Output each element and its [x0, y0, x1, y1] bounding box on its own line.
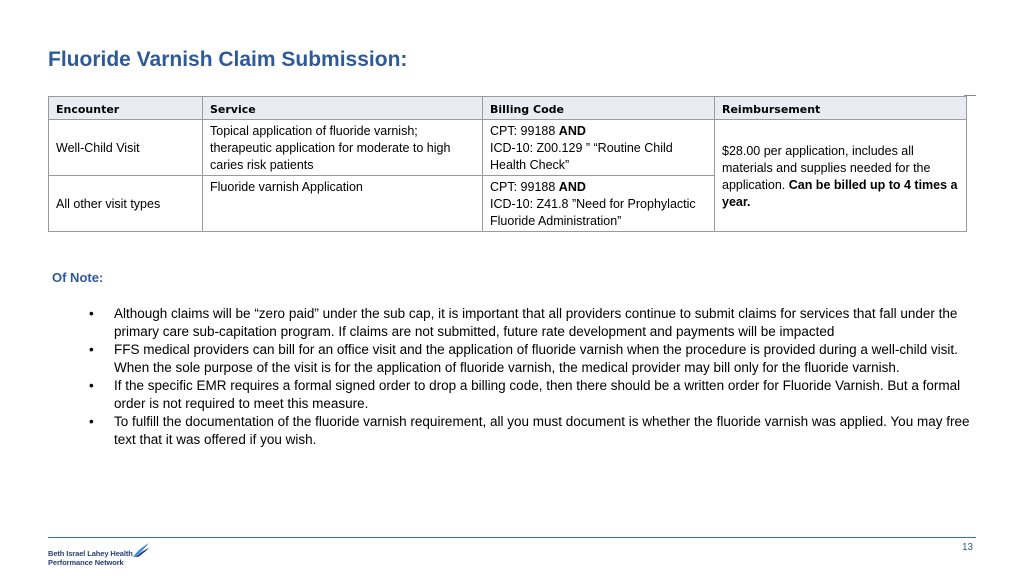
- icd-code: ICD-10: Z00.129 ” “Routine Child Health Check”: [490, 141, 673, 172]
- bullet: •: [89, 378, 94, 393]
- slide-title: Fluoride Varnish Claim Submission:: [48, 48, 408, 71]
- notes-list: [0, 305, 975, 449]
- reimbursement-cell: [715, 120, 967, 232]
- bullet: •: [89, 342, 94, 357]
- cpt-code: CPT: 99188: [490, 124, 559, 138]
- and-label: AND: [558, 180, 586, 194]
- encounter-cell: Well-Child Visit: [49, 120, 203, 176]
- list-item: [0, 377, 975, 413]
- cpt-code: CPT: 99188: [490, 180, 559, 194]
- logo-line-1: Beth Israel Lahey Health: [48, 549, 133, 558]
- bullet: •: [89, 414, 94, 429]
- header-service: Service: [203, 97, 483, 120]
- notes-heading: Of Note:: [52, 270, 104, 285]
- list-item: [0, 341, 975, 377]
- list-item-text: To fulfill the documentation of the fluoride varnish requirement, all you must document is whether the fluoride varnish was applied. You may free text that it was offered if you wish.: [114, 414, 970, 447]
- list-item-text: FFS medical providers can bill for an office visit and the application of fluoride varnish when the procedure is provided during a well-child visit. When the sole purpose of the visit is for the application of fluoride varnish, the medical provider may bill only for the fluoride varnish.: [114, 342, 958, 375]
- list-item: [0, 413, 975, 449]
- header-encounter: Encounter: [49, 97, 203, 120]
- reimbursement-limit: Can be billed up to 4 times a year.: [722, 177, 958, 209]
- table-header-row: [49, 97, 967, 120]
- billing-code-cell: [483, 176, 715, 232]
- table-row: [49, 120, 967, 176]
- and-label: AND: [558, 124, 586, 138]
- footer-rule: [48, 537, 976, 538]
- service-cell: Fluoride varnish Application: [203, 176, 483, 232]
- billing-code-cell: [483, 120, 715, 176]
- logo-line-2: Performance Network: [48, 558, 124, 567]
- bullet: •: [89, 306, 94, 321]
- list-item-text: Although claims will be “zero paid” under the sub cap, it is important that all providers continue to submit claims for services that fall under the primary care sub-capitation program. If claims are not submitted, future rate development and payments will be impacted: [114, 306, 958, 339]
- list-item: [0, 305, 975, 341]
- logo-bird-icon: [132, 542, 150, 558]
- list-item-text: If the specific EMR requires a formal signed order to drop a billing code, then there should be a written order for Fluoride Varnish. But a formal order is not required to meet this measure.: [114, 378, 961, 411]
- page-number: 13: [962, 542, 974, 553]
- encounter-cell: All other visit types: [49, 176, 203, 232]
- header-reimbursement: Reimbursement: [715, 97, 967, 120]
- company-logo: [48, 542, 158, 570]
- icd-code: ICD-10: Z41.8 ”Need for Prophylactic Fluoride Administration”: [490, 197, 696, 228]
- header-billing-code: Billing Code: [483, 97, 715, 120]
- reimbursement-text: $28.00 per application, includes all materials and supplies needed for the application.: [722, 143, 931, 192]
- service-cell: Topical application of fluoride varnish; therapeutic application for moderate to high caries risk patients: [203, 120, 483, 176]
- billing-table: [48, 96, 967, 232]
